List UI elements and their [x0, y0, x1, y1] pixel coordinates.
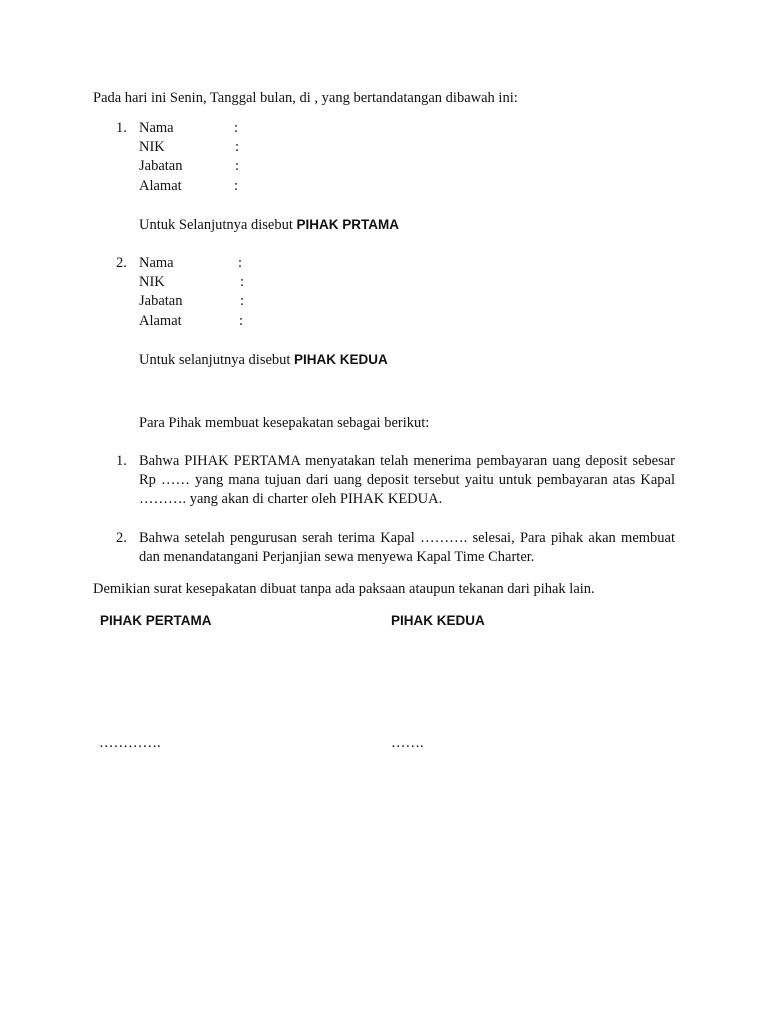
party-1-nama-colon: : [234, 120, 239, 136]
party-1-alamat-colon: : [234, 178, 239, 194]
party-1-designation-name: PIHAK PRTAMA [296, 217, 399, 232]
party-2-designation-prefix: Untuk selanjutnya disebut [139, 352, 295, 368]
party-2-nama-label: Nama [139, 255, 174, 271]
party-1-nik-colon: : [235, 139, 240, 155]
signature-right-title: PIHAK KEDUA [391, 613, 485, 628]
party-1-designation [139, 215, 399, 235]
signature-left-title: PIHAK PERTAMA [100, 613, 212, 628]
party-2-jabatan-colon: : [240, 293, 245, 309]
party-1-jabatan-colon: : [235, 158, 240, 174]
closing-text: Demikian surat kesepakatan dibuat tanpa ada paksaan ataupun tekanan dari pihak lain. [93, 581, 595, 597]
intro-text: Pada hari ini Senin, Tanggal bulan, di , yang bertandatangan dibawah ini: [93, 90, 518, 106]
signature-right-name: ……. [391, 735, 424, 751]
term-1-text: Bahwa PIHAK PERTAMA menyatakan telah menerima pembayaran uang deposit sebesar Rp …… yang mana tujuan dari uang deposit tersebut yaitu untuk pembayaran atas Kapal ………. yang akan di charter oleh PIHAK KEDUA. [139, 453, 675, 507]
party-2-number: 2. [116, 255, 127, 271]
term-2-number: 2. [116, 530, 127, 546]
party-1-nama-label: Nama [139, 120, 174, 136]
party-2-alamat-colon: : [239, 313, 244, 329]
party-1-jabatan-label: Jabatan [139, 158, 183, 174]
party-1-number: 1. [116, 120, 127, 136]
signature-left-name: …………. [99, 735, 161, 751]
party-1-designation-prefix: Untuk Selanjutnya disebut [139, 217, 297, 233]
party-1-alamat-label: Alamat [139, 178, 182, 194]
party-2-nik-label: NIK [139, 274, 165, 290]
party-2-jabatan-label: Jabatan [139, 293, 183, 309]
party-1-nik-label: NIK [139, 139, 165, 155]
party-2-alamat-label: Alamat [139, 313, 182, 329]
party-2-designation-name: PIHAK KEDUA [294, 352, 388, 367]
party-2-nik-colon: : [240, 274, 245, 290]
party-2-nama-colon: : [238, 255, 243, 271]
term-1-number: 1. [116, 453, 127, 469]
term-2-text: Bahwa setelah pengurusan serah terima Kapal ………. selesai, Para pihak akan membuat dan menandatangani Perjanjian sewa menyewa Kapal Time Charter. [139, 530, 675, 565]
agreement-intro: Para Pihak membuat kesepakatan sebagai berikut: [139, 415, 430, 431]
party-2-designation [139, 350, 388, 370]
